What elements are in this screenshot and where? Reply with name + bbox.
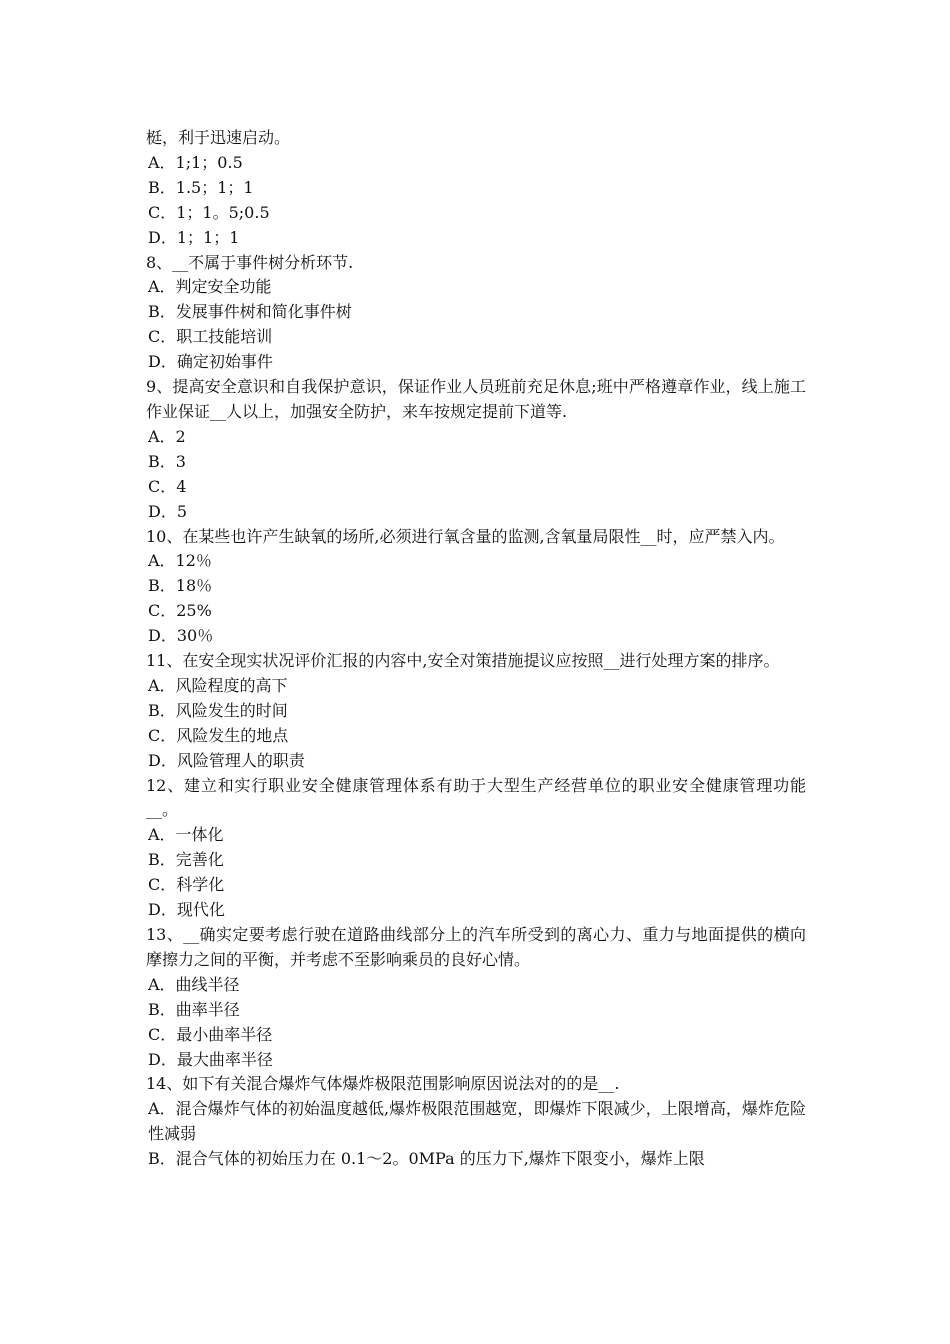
- question-text: 12、建立和实行职业安全健康管理体系有助于大型生产经营单位的职业安全健康管理功能__。: [146, 775, 806, 820]
- option-d: D．1；1；1: [148, 227, 240, 247]
- continuation-block: [146, 126, 806, 251]
- question-text: 11、在安全现实状况评价汇报的内容中,安全对策措施提议应按照__进行处理方案的排序。: [146, 651, 780, 671]
- option-d: D．风险管理人的职责: [148, 750, 305, 770]
- document-body: [146, 126, 806, 1172]
- option-c: C．4: [148, 476, 187, 496]
- option-d: D．最大曲率半径: [148, 1049, 273, 1069]
- option-b: B．风险发生的时间: [148, 700, 288, 720]
- question-text: 8、__不属于事件树分析环节.: [146, 252, 354, 272]
- option-c: C．最小曲率半径: [148, 1024, 273, 1044]
- option-b: B．18％: [148, 576, 213, 596]
- continuation-text: 梃，利于迅速启动。: [146, 128, 291, 147]
- option-b: B．3: [148, 451, 186, 471]
- question-text: 13、__确实定要考虑行驶在道路曲线部分上的汽车所受到的离心力、重力与地面提供的横向摩擦力之间的平衡，并考虑不至影响乘员的良好心情。: [146, 925, 806, 969]
- question-10: [146, 525, 806, 650]
- option-a: A．1;1；0.5: [148, 152, 243, 172]
- question-11: [146, 649, 806, 774]
- question-text: 14、如下有关混合爆炸气体爆炸极限范围影响原因说法对的的是__.: [146, 1074, 620, 1094]
- question-12: [146, 774, 806, 923]
- option-b: B．1.5；1；1: [148, 177, 254, 197]
- option-a: A．判定安全功能: [148, 277, 272, 297]
- option-c: C．25%: [148, 601, 212, 621]
- option-d: D．确定初始事件: [148, 352, 273, 372]
- option-c: C．1；1。5;0.5: [148, 202, 270, 222]
- option-a: A．一体化: [148, 825, 224, 845]
- question-8: [146, 251, 806, 376]
- question-14: [146, 1072, 806, 1172]
- option-b: B．曲率半径: [148, 999, 240, 1019]
- option-c: C．科学化: [148, 875, 225, 895]
- question-9: [146, 375, 806, 524]
- option-a: A．12％: [148, 551, 212, 571]
- option-a: A．曲线半径: [148, 974, 240, 994]
- option-c: C．职工技能培训: [148, 327, 273, 347]
- option-b: B．完善化: [148, 850, 224, 870]
- option-d: D．30％: [148, 626, 214, 646]
- option-b: B．混合气体的初始压力在 0.1～2。0MPa 的压力下,爆炸下限变小，爆炸上限: [148, 1149, 705, 1169]
- option-d: D．现代化: [148, 900, 225, 920]
- question-text: 9、提高安全意识和自我保护意识，保证作业人员班前充足休息;班中严格遵章作业，线上施工作业保证__人以上，加强安全防护，来车按规定提前下道等.: [146, 377, 806, 421]
- option-c: C．风险发生的地点: [148, 725, 289, 745]
- option-b: B．发展事件树和简化事件树: [148, 302, 352, 322]
- question-13: [146, 923, 806, 1072]
- option-a: A．混合爆炸气体的初始温度越低,爆炸极限范围越宽，即爆炸下限减少，上限增高，爆炸危险性减弱: [148, 1099, 806, 1144]
- option-a: A．2: [148, 426, 186, 446]
- option-d: D．5: [148, 501, 188, 521]
- option-a: A．风险程度的高下: [148, 675, 288, 695]
- question-text: 10、在某些也许产生缺氧的场所,必须进行氧含量的监测,含氧量局限性__时，应严禁入内。: [146, 526, 785, 546]
